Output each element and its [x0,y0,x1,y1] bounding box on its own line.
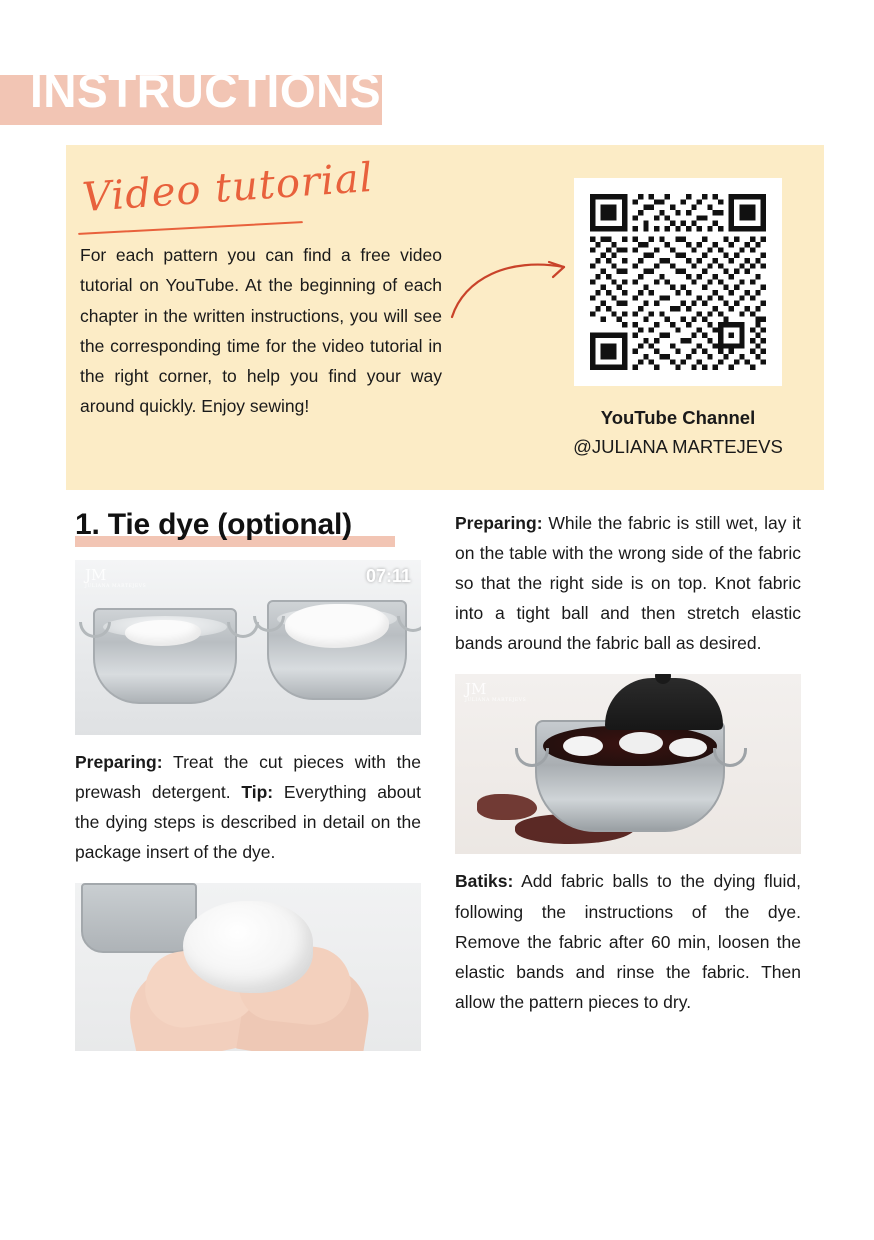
page-title: INSTRUCTIONS [30,65,381,117]
left-caption-1-lead: Preparing: [75,752,163,772]
watermark-name: JULIANA MARTEJEVS [85,584,147,589]
right-caption-1-text: While the fabric is still wet, lay it on the table with the wrong side of the fabric so that the right side is on top. Knot fabric into a tight ball and then stretch elastic bands around the fabric ball as desired. [455,513,801,654]
photo-two-pots [75,560,421,735]
right-caption-2 [455,866,801,1016]
left-caption-1 [75,747,421,867]
right-caption-2-text: Add fabric balls to the dying fluid, following the instructions of the dye. Remove the fabric after 60 min, loosen the elastic bands and rinse the fabric. Then allow the pattern pieces to dry. [455,871,801,1012]
dye-spill-2 [477,794,537,820]
dye-pot-body [535,720,725,832]
youtube-handle: @JULIANA MARTEJEVS [573,436,783,457]
pot-left [93,608,237,704]
right-column [455,508,801,1017]
pot-lid [605,678,723,730]
left-caption-1-text2: Everything about the dying steps is described in detail on the package insert of the dye. [75,782,421,863]
video-tutorial-box [66,145,824,490]
fabric-ball [183,901,313,993]
left-caption-1-lead2: Tip: [241,782,274,803]
photo-dye-pot [455,674,801,854]
video-timecode: 07:11 [365,566,411,586]
fabric-in-pot-right [285,604,389,648]
curved-arrow-icon [446,245,576,325]
right-caption-1-lead: Preparing: [455,513,543,533]
right-caption-1 [455,508,801,658]
background-pot [81,883,197,953]
watermark-2 [465,682,526,704]
left-column [75,560,421,1051]
left-caption-1-text: Treat the cut pieces with the prewash detergent. [75,752,421,803]
fabric-in-pot-left [125,620,201,646]
watermark-initials-2: JM [465,680,487,699]
watermark-initials: JM [85,566,107,584]
video-tutorial-paragraph: For each pattern you can find a free video tutorial on YouTube. At the beginning of each chapter in the written instructions, you will see the corresponding time for the video tutorial in the right corner, to help you find your way around quickly. Enjoy sewing! [80,245,442,417]
watermark [85,568,146,590]
qr-code-image [590,194,766,370]
watermark-name-2: JULIANA MARTEJEVS [465,698,527,704]
qr-code[interactable] [574,178,782,386]
youtube-channel-label: YouTube Channel [600,407,756,428]
right-caption-2-lead: Batiks: [455,871,514,892]
script-underline-decoration [78,221,303,235]
photo-hands-fabric-ball [75,883,421,1051]
section-heading: 1. Tie dye (optional) [75,508,352,541]
pot-right [267,600,407,700]
video-tutorial-script-title: Video tutorial [80,154,375,222]
